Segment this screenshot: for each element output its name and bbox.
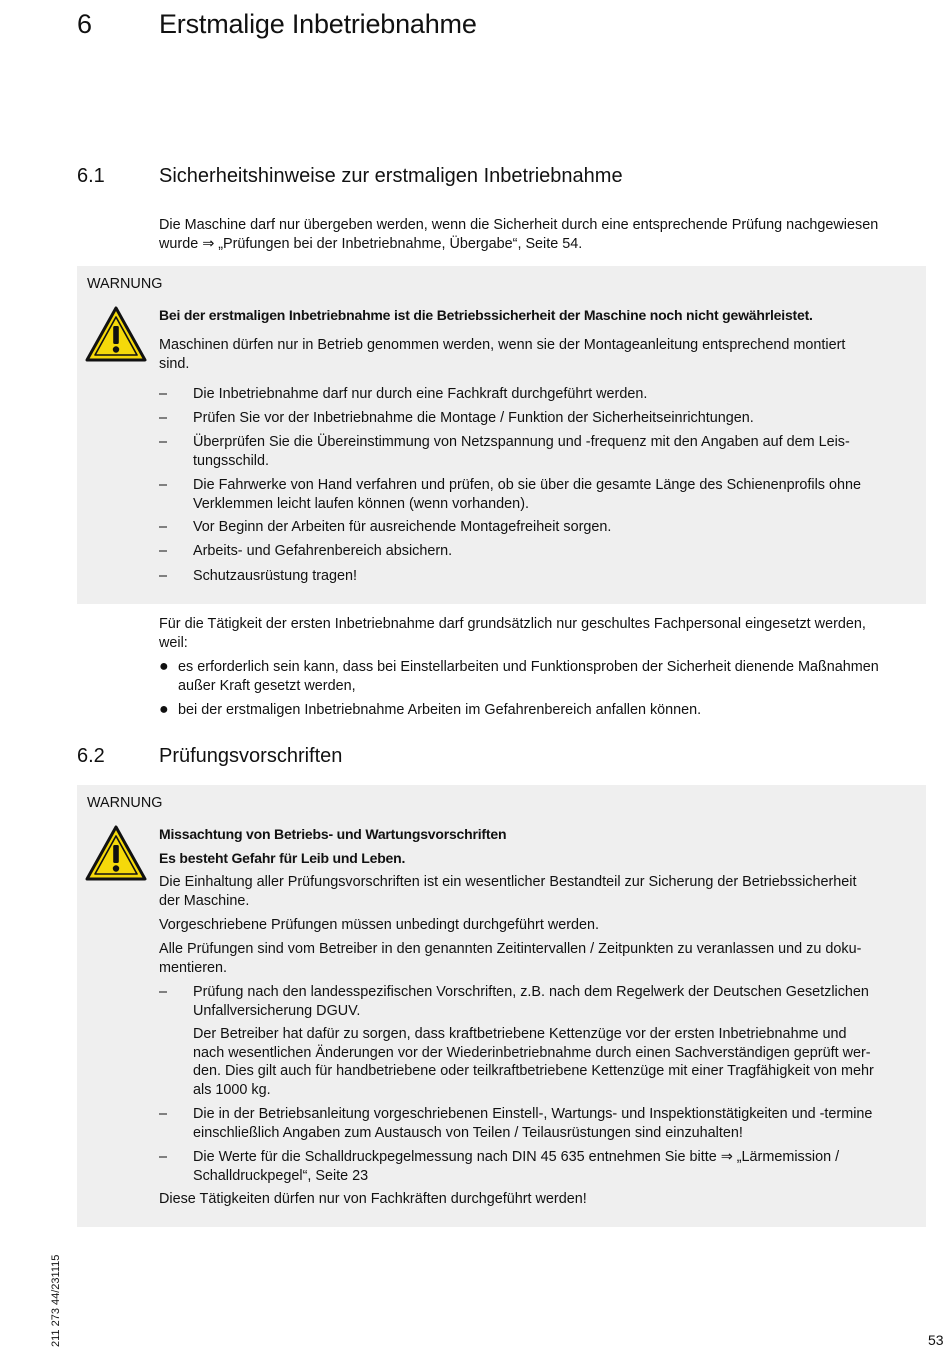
warning-box bbox=[77, 266, 926, 604]
text-line: außer Kraft gesetzt werden, bbox=[178, 677, 356, 694]
text-line: Die Maschine darf nur übergeben werden, wenn die Sicherheit durch eine entsprechende Prüfung nachgewiesen bbox=[159, 217, 879, 233]
warning-triangle-icon bbox=[85, 306, 147, 362]
list-item-text bbox=[193, 1025, 915, 1099]
warning-paragraph bbox=[159, 940, 914, 977]
text-line: der Maschine. bbox=[159, 892, 250, 909]
dash-marker: – bbox=[159, 1106, 168, 1122]
text-line: Prüfen Sie vor der Inbetriebnahme die Montage / Funktion der Sicherheitseinrichtungen. bbox=[193, 410, 754, 426]
list-item-text bbox=[193, 542, 915, 561]
document-code: 211 273 44/231115 bbox=[50, 1254, 62, 1347]
text-line: Unfallversicherung DGUV. bbox=[193, 1002, 361, 1019]
warning-text bbox=[159, 336, 914, 373]
warning-headline: Bei der erstmaligen Inbetriebnahme ist die Betriebssicherheit der Maschine noch nicht gewährleistet. bbox=[159, 307, 813, 323]
list-item-text bbox=[193, 518, 915, 537]
dash-marker: – bbox=[159, 543, 168, 559]
dash-marker: – bbox=[159, 434, 168, 450]
chapter-number: 6 bbox=[77, 9, 92, 39]
text-line: Überprüfen Sie die Übereinstimmung von Netzspannung und -frequenz mit den Angaben auf dem Leis- bbox=[193, 434, 850, 450]
text-line: als 1000 kg. bbox=[193, 1081, 271, 1098]
warning-paragraph bbox=[159, 873, 914, 910]
list-item-text bbox=[193, 433, 915, 470]
text-line: Vor Beginn der Arbeiten für ausreichende Montagefreiheit sorgen. bbox=[193, 519, 612, 535]
list-item-text bbox=[193, 567, 915, 586]
text-line: Verklemmen leicht laufen können (wenn vorhanden). bbox=[193, 495, 529, 512]
text-line: Schutzausrüstung tragen! bbox=[193, 568, 357, 584]
warning-subheadline: Es besteht Gefahr für Leib und Leben. bbox=[159, 850, 406, 866]
list-item-text bbox=[193, 1105, 915, 1142]
bullet-text bbox=[178, 658, 926, 695]
body-paragraph bbox=[159, 615, 924, 652]
section-number: 6.2 bbox=[77, 745, 105, 767]
text-line: mentieren. bbox=[159, 959, 227, 976]
dash-marker: – bbox=[159, 477, 168, 493]
text-line: weil: bbox=[159, 634, 188, 651]
text-line: Die Inbetriebnahme darf nur durch eine Fachkraft durchgeführt werden. bbox=[193, 386, 648, 402]
dash-marker: – bbox=[159, 984, 168, 1000]
warning-triangle-icon bbox=[85, 825, 147, 881]
text-line: Die Werte für die Schalldruckpegelmessung nach DIN 45 635 entnehmen Sie bitte ⇒ „Lärmemission / bbox=[193, 1149, 840, 1165]
warning-headline: Missachtung von Betriebs- und Wartungsvorschriften bbox=[159, 826, 507, 842]
dash-marker: – bbox=[159, 568, 168, 584]
text-line: es erforderlich sein kann, dass bei Einstellarbeiten und Funktionsproben der Sicherheit dienende Maßnahmen bbox=[178, 659, 879, 675]
dash-marker: – bbox=[159, 386, 168, 402]
text-line: Prüfung nach den landesspezifischen Vorschriften, z.B. nach dem Regelwerk der Deutschen Gesetzlichen bbox=[193, 984, 869, 1000]
dash-marker: – bbox=[159, 410, 168, 426]
page-number: 53 bbox=[928, 1332, 944, 1348]
warning-label: WARNUNG bbox=[87, 795, 163, 811]
text-line: Schalldruckpegel“, Seite 23 bbox=[193, 1167, 369, 1184]
text-line: Alle Prüfungen sind vom Betreiber in den genannten Zeitintervallen / Zeitpunkten zu veranlassen und zu doku- bbox=[159, 941, 862, 957]
list-item-text bbox=[193, 409, 915, 428]
text-line: sind. bbox=[159, 355, 190, 372]
bullet-marker: ● bbox=[159, 701, 169, 718]
list-item-text bbox=[193, 1148, 915, 1185]
text-line: einschließlich Angaben zum Austausch von Teilen / Teilausrüstungen sind einzuhalten! bbox=[193, 1124, 743, 1141]
warning-paragraph: Vorgeschriebene Prüfungen müssen unbedingt durchgeführt werden. bbox=[159, 917, 600, 933]
text-line: Die in der Betriebsanleitung vorgeschriebenen Einstell-, Wartungs- und Inspektionstätigkeiten und -termine bbox=[193, 1106, 873, 1122]
list-item-text bbox=[193, 476, 915, 513]
text-line: nach wesentlichen Änderungen vor der Wiederinbetriebnahme durch einen Sachverständigen geprüft wer- bbox=[193, 1044, 871, 1061]
text-line: Die Fahrwerke von Hand verfahren und prüfen, ob sie über die gesamte Länge des Schienenprofils ohne bbox=[193, 477, 861, 493]
text-line: tungsschild. bbox=[193, 452, 269, 469]
text-line: Arbeits- und Gefahrenbereich absichern. bbox=[193, 543, 453, 559]
list-item-text bbox=[193, 983, 915, 1020]
text-line: wurde ⇒ „Prüfungen bei der Inbetriebnahme, Übergabe“, Seite 54. bbox=[159, 235, 583, 252]
chapter-title: Erstmalige Inbetriebnahme bbox=[159, 9, 477, 39]
text-line: den. Dies gilt auch für handbetriebene oder teilkraftbetriebene Kettenzüge mit einer Tragfähigkeit von mehr bbox=[193, 1063, 874, 1079]
dash-marker: – bbox=[159, 519, 168, 535]
text-line: Für die Tätigkeit der ersten Inbetriebnahme darf grundsätzlich nur geschultes Fachpersonal eingesetzt werden, bbox=[159, 616, 866, 632]
text-line: bei der erstmaligen Inbetriebnahme Arbeiten im Gefahrenbereich anfallen können. bbox=[178, 702, 702, 718]
bullet-text bbox=[178, 701, 926, 720]
intro-paragraph bbox=[159, 216, 924, 253]
dash-marker: – bbox=[159, 1149, 168, 1165]
section-number: 6.1 bbox=[77, 165, 105, 187]
text-line: Maschinen dürfen nur in Betrieb genommen werden, wenn sie der Montageanleitung entsprechend montiert bbox=[159, 337, 846, 353]
text-line: Der Betreiber hat dafür zu sorgen, dass kraftbetriebene Kettenzüge vor der ersten Inbetriebnahme und bbox=[193, 1026, 847, 1042]
text-line: Die Einhaltung aller Prüfungsvorschriften ist ein wesentlicher Bestandteil zur Sicherung der Betriebssicherheit bbox=[159, 874, 857, 890]
warning-box bbox=[77, 785, 926, 1227]
section-title: Prüfungsvorschriften bbox=[159, 745, 343, 767]
list-item-text bbox=[193, 385, 915, 404]
section-title: Sicherheitshinweise zur erstmaligen Inbetriebnahme bbox=[159, 165, 623, 187]
warning-label: WARNUNG bbox=[87, 276, 163, 292]
warning-closing: Diese Tätigkeiten dürfen nur von Fachkräften durchgeführt werden! bbox=[159, 1191, 587, 1207]
bullet-marker: ● bbox=[159, 658, 169, 675]
